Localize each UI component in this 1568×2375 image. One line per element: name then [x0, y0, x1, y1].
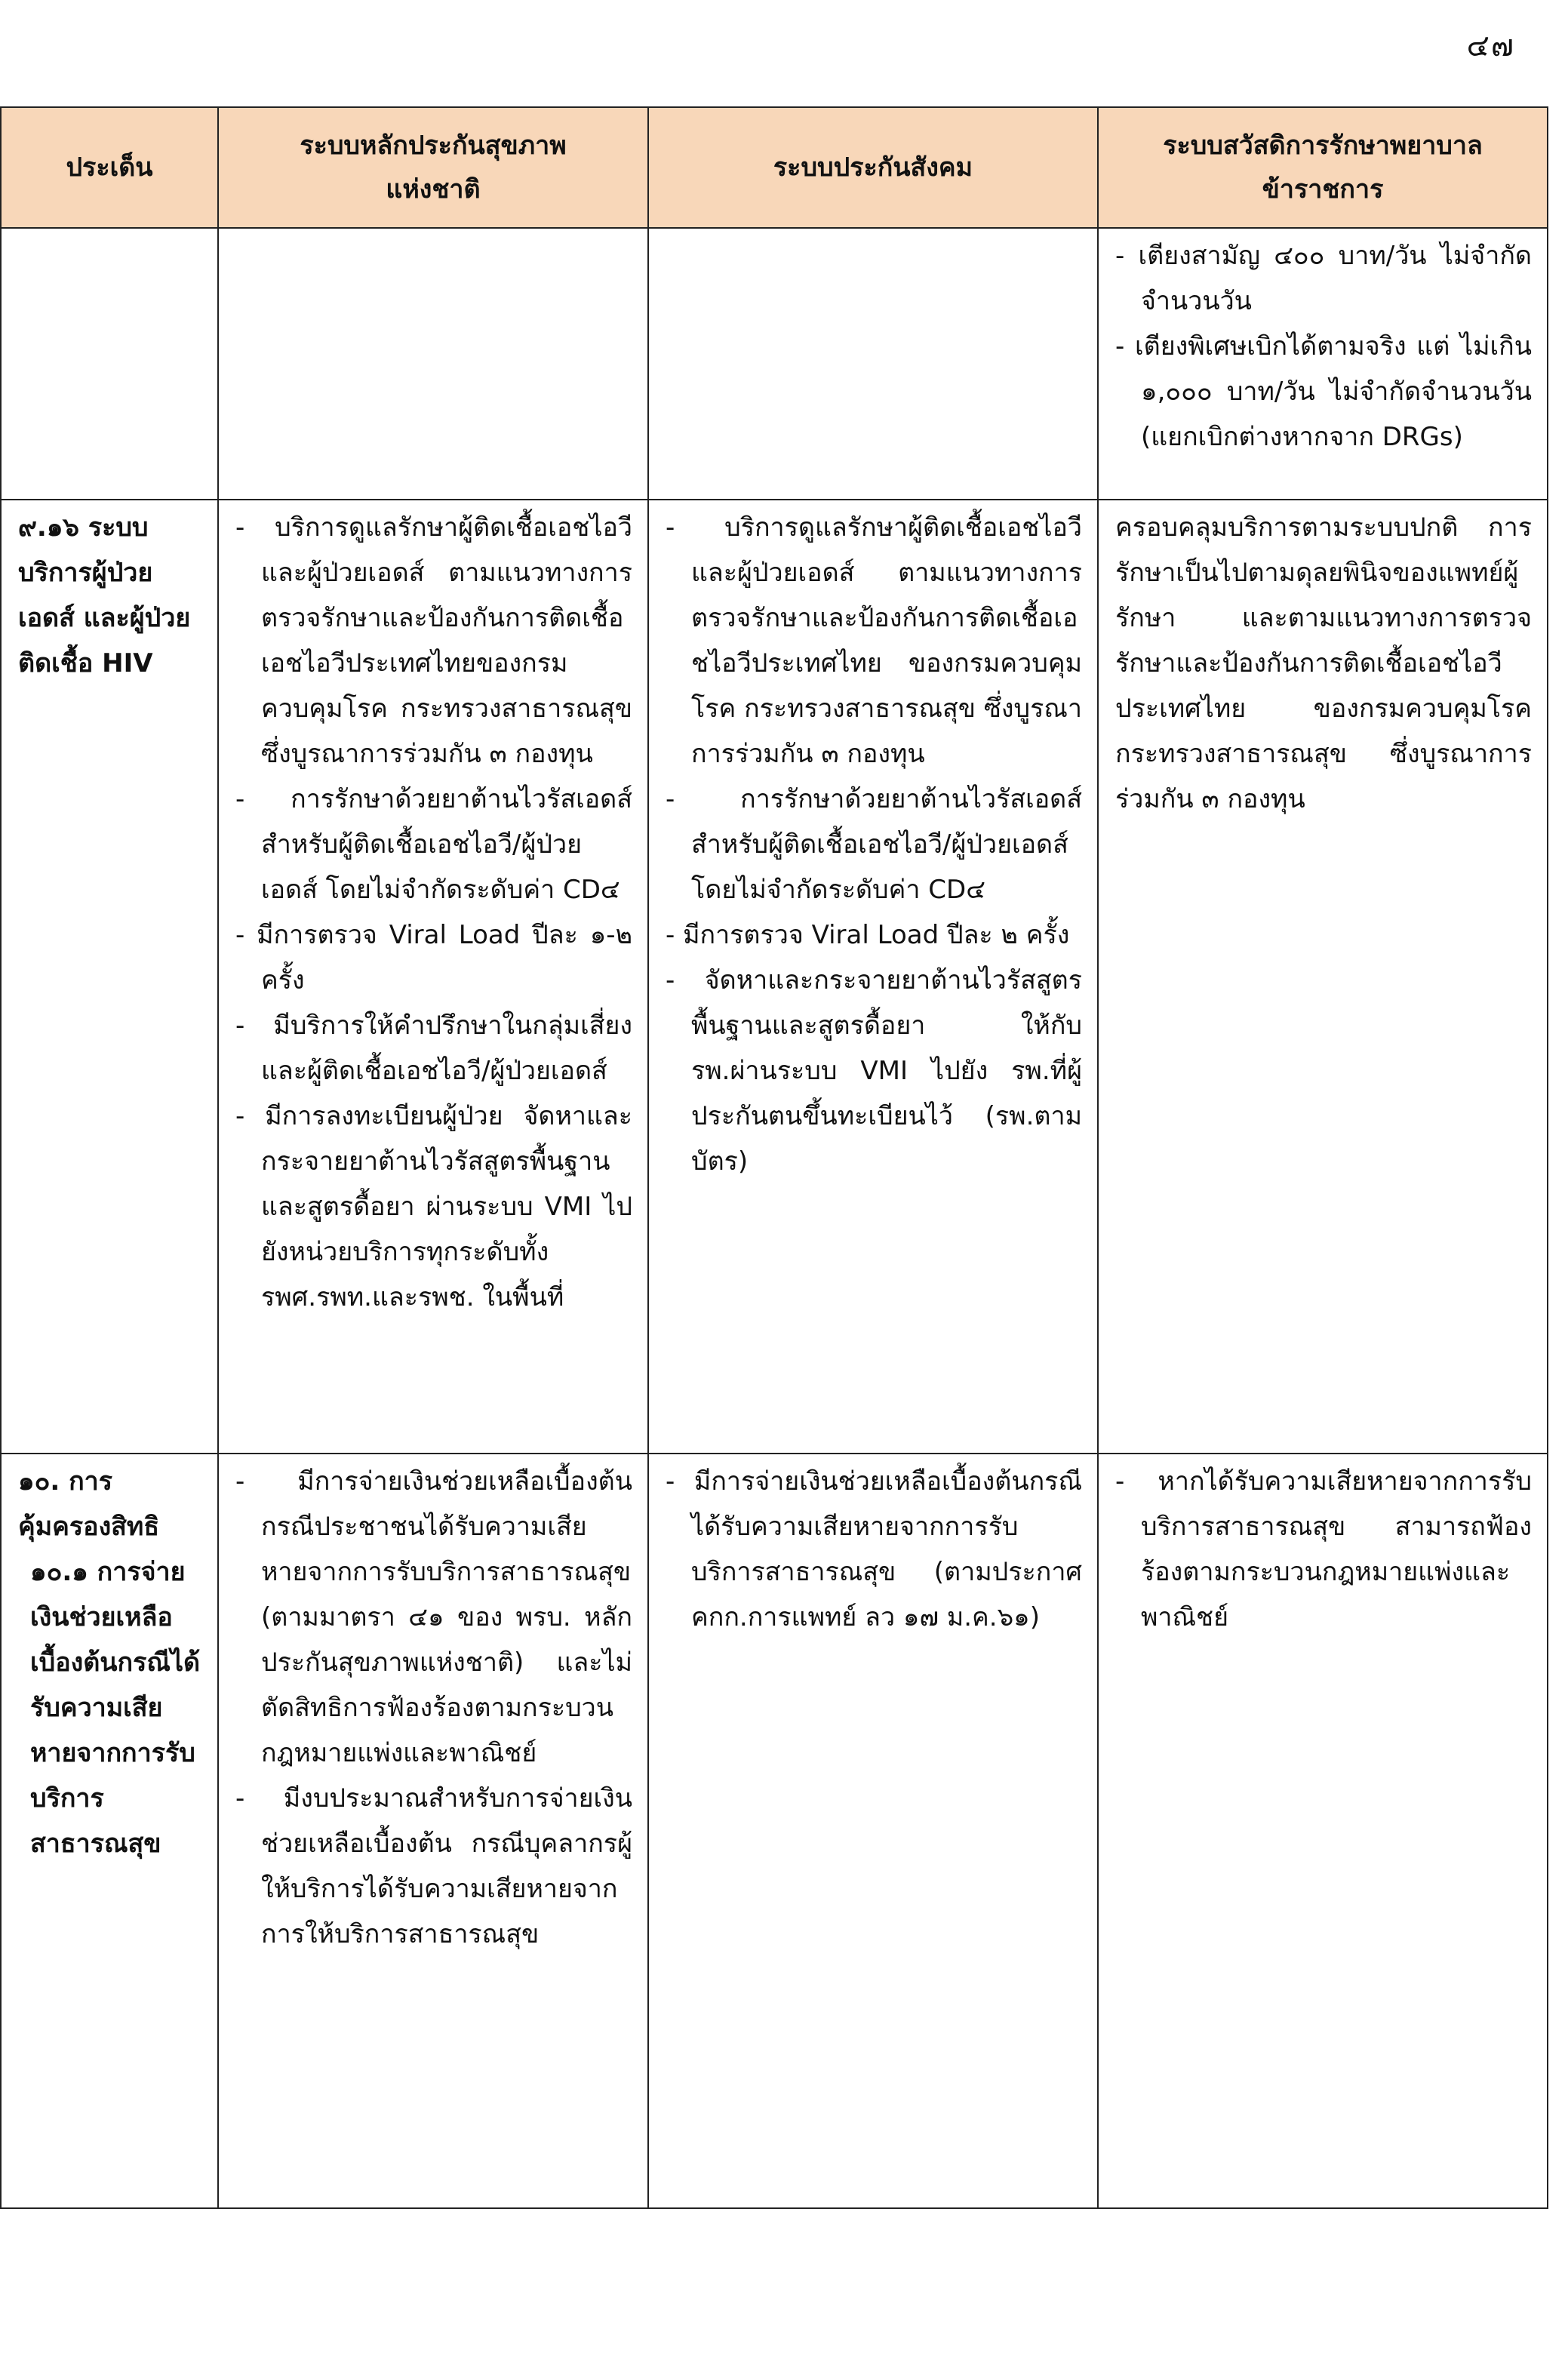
- issue-cell: ๙.๑๖ ระบบบริการผู้ป่วยเอดส์ และผู้ป่วยติดเชื้อ HIV: [1, 500, 218, 1454]
- table-row: [1, 1454, 1548, 2208]
- list-item: - มีบริการให้คำปรึกษาในกลุ่มเสี่ยงและผู้ติดเชื้อเอชไอวี/ผู้ป่วยเอดส์: [235, 1011, 632, 1086]
- list-item: - เตียงพิเศษเบิกได้ตามจริง แต่ ไม่เกิน ๑,๐๐๐ บาท/วัน ไม่จำกัดจำนวนวัน (แยกเบิกต่างหากจาก DRGs): [1115, 331, 1532, 452]
- csmbs-cell: [1098, 500, 1548, 1454]
- list-item: - เตียงสามัญ ๔๐๐ บาท/วัน ไม่จำกัดจำนวนวัน: [1115, 241, 1532, 316]
- sso-cell: [648, 500, 1098, 1454]
- list-item: - มีการจ่ายเงินช่วยเหลือเบื้องต้นกรณีได้รับความเสียหายจากการรับบริการสาธารณสุข (ตามประกาศ คกก.การแพทย์ ลว ๑๗ ม.ค.๖๑): [666, 1466, 1082, 1632]
- page-number: ๔๗: [1466, 29, 1515, 63]
- list-item: - มีงบประมาณสำหรับการจ่ายเงินช่วยเหลือเบื้องต้น กรณีบุคลากรผู้ให้บริการได้รับความเสียหายจากการให้บริการสาธารณสุข: [235, 1783, 632, 1949]
- csmbs-cell: [1098, 1454, 1548, 2208]
- paragraph: ครอบคลุมบริการตามระบบปกติ การรักษาเป็นไปตามดุลยพินิจของแพทย์ผู้รักษา และตามแนวทางการตรวจรักษาและป้องกันการติดเชื้อเอชไอวีประเทศไทย ของกรมควบคุมโรค กระทรวงสาธารณสุข ซึ่งบูรณาการร่วมกัน ๓ กองทุน: [1115, 512, 1532, 814]
- list-item: - หากได้รับความเสียหายจากการรับบริการสาธารณสุข สามารถฟ้องร้องตามกระบวนกฎหมายแพ่งและพาณิชย์: [1115, 1466, 1532, 1632]
- list-item: - มีการจ่ายเงินช่วยเหลือเบื้องต้นกรณีประชาชนได้รับความเสียหายจากการรับบริการสาธารณสุข (ตามมาตรา ๔๑ ของ พรบ. หลักประกันสุขภาพแห่งชาติ) และไม่ตัดสิทธิการฟ้องร้องตามกระบวนกฎหมายแพ่งและพาณิชย์: [235, 1466, 632, 1768]
- sso-cell: [648, 1454, 1098, 2208]
- uc-cell: [218, 500, 648, 1454]
- issue-subline: ๑๐.๑ การจ่ายเงินช่วยเหลือเบื้องต้นกรณีได้รับความเสียหายจากการรับบริการสาธารณสุข: [30, 1557, 201, 1859]
- header-uc: [218, 107, 648, 228]
- header-uc-line2: แห่งชาติ: [386, 174, 481, 205]
- csmbs-cell: [1098, 228, 1548, 500]
- table-row: [1, 228, 1548, 500]
- header-csmbs-line1: ระบบสวัสดิการรักษาพยาบาล: [1163, 131, 1483, 161]
- list-item: - การรักษาด้วยยาต้านไวรัสเอดส์สำหรับผู้ติดเชื้อเอชไอวี/ผู้ป่วยเอดส์ โดยไม่จำกัดระดับค่า CD๔: [666, 784, 1082, 905]
- issue-cell: [1, 228, 218, 500]
- header-sso: ระบบประกันสังคม: [648, 107, 1098, 228]
- list-item: - จัดหาและกระจายยาต้านไวรัสสูตรพื้นฐานและสูตรดื้อยา ให้กับ รพ.ผ่านระบบ VMI ไปยัง รพ.ที่ผู้ประกันตนขึ้นทะเบียนไว้ (รพ.ตามบัตร): [666, 965, 1082, 1177]
- list-item: - การรักษาด้วยยาต้านไวรัสเอดส์สำหรับผู้ติดเชื้อเอชไอวี/ผู้ป่วยเอดส์ โดยไม่จำกัดระดับค่า CD๔: [235, 784, 632, 905]
- header-uc-line1: ระบบหลักประกันสุขภาพ: [300, 131, 567, 161]
- comparison-table: [0, 106, 1548, 2209]
- list-item: - บริการดูแลรักษาผู้ติดเชื้อเอชไอวีและผู้ป่วยเอดส์ ตามแนวทางการตรวจรักษาและป้องกันการติดเชื้อเอชไอวีประเทศไทยของกรมควบคุมโรค กระทรวงสาธารณสุข ซึ่งบูรณาการร่วมกัน ๓ กองทุน: [235, 512, 632, 769]
- issue-cell: [1, 1454, 218, 2208]
- header-csmbs: [1098, 107, 1548, 228]
- header-csmbs-line2: ข้าราชการ: [1262, 174, 1384, 205]
- list-item: - บริการดูแลรักษาผู้ติดเชื้อเอชไอวีและผู้ป่วยเอดส์ ตามแนวทางการตรวจรักษาและป้องกันการติดเชื้อเอชไอวีประเทศไทย ของกรมควบคุมโรค กระทรวงสาธารณสุข ซึ่งบูรณาการร่วมกัน ๓ กองทุน: [666, 512, 1083, 769]
- uc-cell: [218, 228, 648, 500]
- issue-line: ๑๐. การคุ้มครองสิทธิ: [18, 1466, 160, 1542]
- uc-cell: [218, 1454, 648, 2208]
- table-header-row: [1, 107, 1548, 228]
- list-item: - มีการลงทะเบียนผู้ป่วย จัดหาและกระจายยาต้านไวรัสสูตรพื้นฐานและสูตรดื้อยา ผ่านระบบ VMI ไปยังหน่วยบริการทุกระดับทั้ง รพศ.รพท.และรพช. ในพื้นที่: [235, 1101, 632, 1312]
- list-item: - มีการตรวจ Viral Load ปีละ ๑-๒ ครั้ง: [235, 920, 632, 995]
- header-issue: ประเด็น: [1, 107, 218, 228]
- table-row: [1, 500, 1548, 1454]
- list-item: - มีการตรวจ Viral Load ปีละ ๒ ครั้ง: [666, 920, 1070, 950]
- sso-cell: [648, 228, 1098, 500]
